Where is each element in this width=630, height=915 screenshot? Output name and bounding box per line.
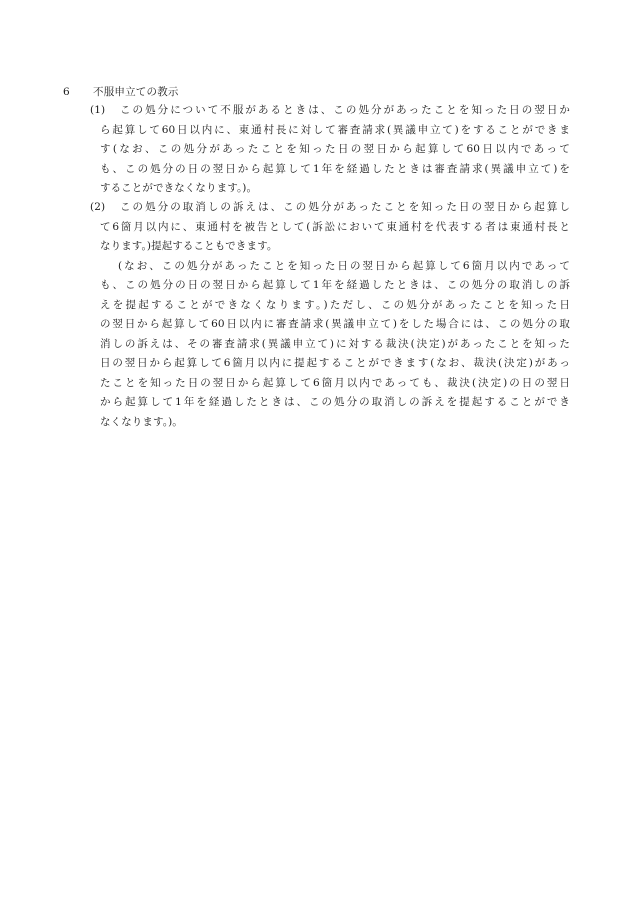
item-2-para2-line-4: の翌日から起算して60日以内に審査請求(異議申立て)をした場合には、この処分の取 <box>100 318 570 330</box>
item-2-para2-line-9: なくなります。)。 <box>100 415 183 428</box>
item-2-line-1 <box>90 198 570 218</box>
item-2-para2-line-6: 日の翌日から起算して6箇月以内に提起することができます(なお、裁決(決定)があっ <box>100 357 570 369</box>
item-2-para2-line-3: えを提起することができなくなります。)ただし、この処分があったことを知った日 <box>100 298 570 311</box>
item-2-line-2: て6箇月以内に、東通村を被告として(訴訟において東通村を代表する者は東通村長と <box>100 220 570 233</box>
item-1-label: (1) <box>90 104 106 116</box>
section-heading <box>63 84 179 100</box>
item-1-line-2: ら起算して60日以内に、東通村長に対して審査請求(異議申立て)をすることができま <box>100 123 570 136</box>
item-1-text-1: この処分について不服があるときは、この処分があったことを知った日の翌日か <box>118 104 570 116</box>
section-number: 6 <box>63 86 70 98</box>
item-2-para2-line-8: から起算して1年を経過したときは、この処分の取消しの訴えを提起することができ <box>100 396 570 408</box>
section-title: 不服申立ての教示 <box>93 86 179 98</box>
item-2-line-3: なります。)提起することもできます。 <box>100 240 278 252</box>
item-2-para2-line-2: も、この処分の日の翌日から起算して1年を経過したときは、この処分の取消しの訴 <box>100 279 570 291</box>
item-1-line-5: することができなくなります。)。 <box>100 182 258 194</box>
item-2-text-1: この処分の取消しの訴えは、この処分があったことを知った日の翌日から起算し <box>118 201 570 213</box>
item-1 <box>90 101 570 199</box>
item-1-line-4: も、この処分の日の翌日から起算して1年を経過したときは審査請求(異議申立て)を <box>100 162 570 175</box>
item-2-para2-line-7: たことを知った日の翌日から起算して6箇月以内であっても、裁決(決定)の日の翌日 <box>100 376 570 389</box>
item-1-line-1 <box>90 101 570 121</box>
item-1-line-3: す(なお、この処分があったことを知った日の翌日から起算して60日以内であって <box>100 143 570 155</box>
item-2-para2-line-1: (なお、この処分があったことを知った日の翌日から起算して6箇月以内であって <box>118 259 570 272</box>
item-2-para2-line-5: 消しの訴えは、その審査請求(異議申立て)に対する裁決(決定)があったことを知った <box>100 337 570 350</box>
item-2-label: (2) <box>90 201 106 213</box>
item-2 <box>90 198 570 432</box>
